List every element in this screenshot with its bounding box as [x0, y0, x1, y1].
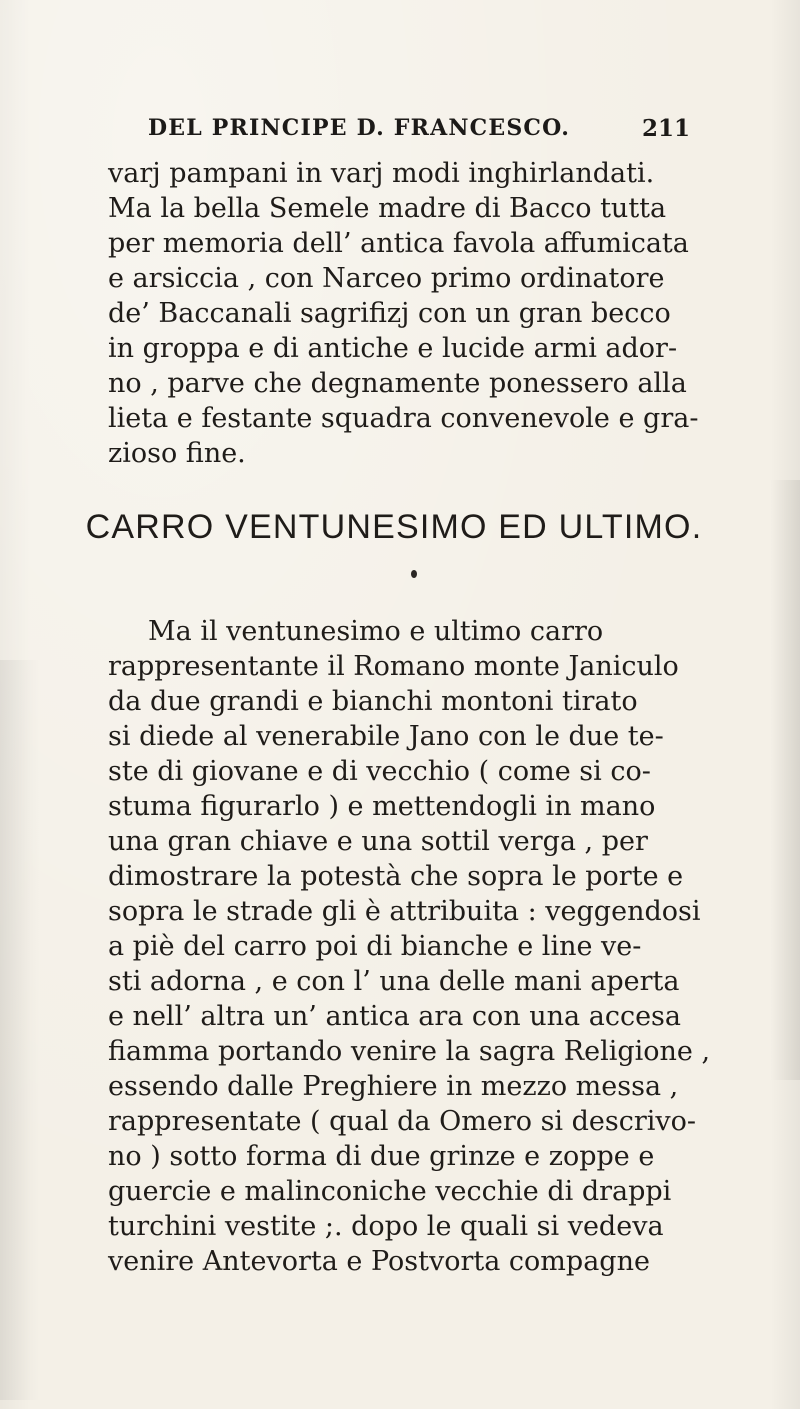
text-line: no ) sotto forma di due grinze e zoppe e — [108, 1141, 655, 1172]
text-line: rappresentante il Romano monte Janiculo — [108, 651, 679, 682]
text-line: e nell’ altra un’ antica ara con una accesa — [108, 1001, 682, 1032]
binding-shadow — [0, 660, 40, 1400]
text-line: zioso fine. — [108, 438, 246, 469]
page-number: 211 — [641, 115, 690, 142]
text-line: a piè del carro poi di bianche e line ve- — [108, 931, 642, 962]
text-line: Ma la bella Semele madre di Bacco tutta — [108, 193, 667, 224]
text-line: sopra le strade gli è attribuita : veggendosi — [108, 896, 701, 927]
section-heading: CARRO VENTUNESIMO ED ULTIMO. — [85, 508, 703, 546]
text-line: una gran chiave e una sottil verga , per — [108, 826, 648, 857]
text-line: turchini vestite ;. dopo le quali si vedeva — [108, 1211, 664, 1242]
text-line: rappresentate ( qual da Omero si descrivo- — [108, 1106, 697, 1137]
text-line: no , parve che degnamente ponessero alla — [108, 368, 687, 399]
text-line: ste di giovane e di vecchio ( come si co- — [108, 756, 651, 787]
text-line: sti adorna , e con l’ una delle mani aperta — [108, 966, 680, 997]
text-line: e arsiccia , con Narceo primo ordinatore — [108, 263, 665, 294]
text-line: essendo dalle Preghiere in mezzo messa , — [108, 1071, 679, 1102]
text-line: lieta e festante squadra convenevole e gra- — [108, 403, 699, 434]
text-line: fiamma portando venire la sagra Religione , — [108, 1036, 711, 1067]
text-line: varj pampani in varj modi inghirlandati. — [108, 158, 655, 189]
edge-shadow — [770, 480, 800, 1080]
text-line: stuma figurarlo ) e mettendogli in mano — [108, 791, 656, 822]
running-head-title: DEL PRINCIPE D. FRANCESCO. — [148, 115, 571, 141]
text-line: guercie e malinconiche vecchie di drappi — [108, 1176, 672, 1207]
text-line: dimostrare la potestà che sopra le porte e — [108, 861, 684, 892]
text-line: si diede al venerabile Jano con le due te- — [108, 721, 664, 752]
text-line: da due grandi e bianchi montoni tirato — [108, 686, 638, 717]
text-line: Ma il ventunesimo e ultimo carro — [148, 616, 604, 647]
ornament-dot — [411, 570, 417, 578]
text-line: per memoria dell’ antica favola affumicata — [108, 228, 689, 259]
text-line: de’ Baccanali sagrifizj con un gran becco — [108, 298, 671, 329]
text-line: venire Antevorta e Postvorta compagne — [108, 1246, 650, 1277]
text-line: in groppa e di antiche e lucide armi ador- — [108, 333, 678, 364]
running-head — [0, 115, 800, 149]
